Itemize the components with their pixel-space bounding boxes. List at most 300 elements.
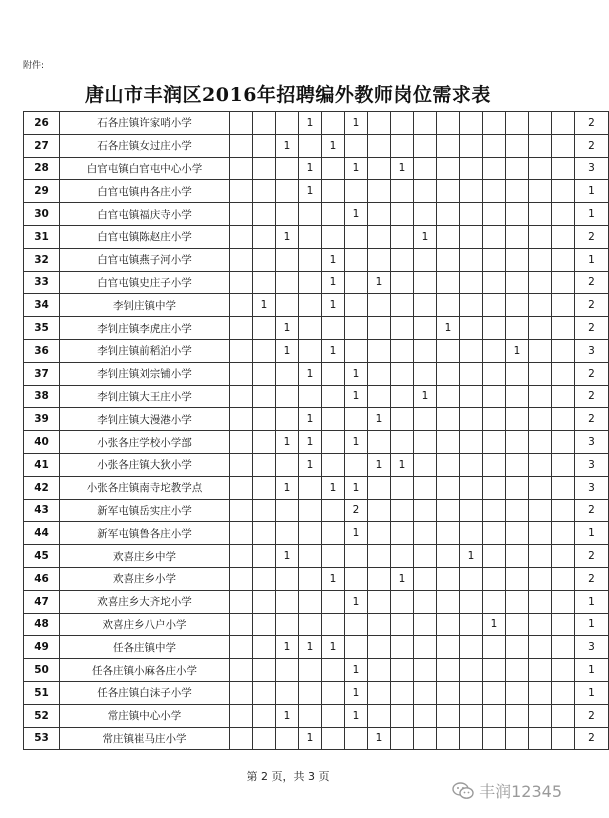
position-count-cell [483, 636, 506, 659]
position-count-cell [552, 613, 575, 636]
position-count-cell [230, 476, 253, 499]
position-count-cell [506, 225, 529, 248]
position-count-cell [230, 339, 253, 362]
position-count-cell [483, 385, 506, 408]
position-count-cell [276, 659, 299, 682]
position-count-cell [506, 362, 529, 385]
position-count-cell: 1 [368, 727, 391, 750]
row-total: 3 [575, 476, 609, 499]
row-number: 43 [24, 499, 60, 522]
position-count-cell [276, 271, 299, 294]
row-number: 33 [24, 271, 60, 294]
position-count-cell [483, 157, 506, 180]
position-count-cell [460, 180, 483, 203]
position-count-cell [506, 567, 529, 590]
position-count-cell [483, 408, 506, 431]
position-count-cell [529, 613, 552, 636]
positions-table [23, 111, 609, 750]
position-count-cell [460, 499, 483, 522]
position-count-cell [299, 134, 322, 157]
position-count-cell [460, 453, 483, 476]
position-count-cell [483, 362, 506, 385]
position-count-cell [506, 522, 529, 545]
position-count-cell [368, 203, 391, 226]
attachment-label: 附件: [23, 61, 45, 71]
position-count-cell: 1 [437, 317, 460, 340]
position-count-cell [276, 180, 299, 203]
position-count-cell [322, 613, 345, 636]
position-count-cell [460, 157, 483, 180]
position-count-cell [276, 613, 299, 636]
position-count-cell [483, 499, 506, 522]
position-count-cell [506, 636, 529, 659]
position-count-cell [529, 180, 552, 203]
position-count-cell [483, 317, 506, 340]
position-count-cell [414, 157, 437, 180]
row-total: 2 [575, 294, 609, 317]
position-count-cell [230, 590, 253, 613]
position-count-cell [276, 248, 299, 271]
position-count-cell [345, 271, 368, 294]
position-count-cell [345, 727, 368, 750]
position-count-cell [437, 294, 460, 317]
row-number: 39 [24, 408, 60, 431]
row-number: 31 [24, 225, 60, 248]
position-count-cell [437, 339, 460, 362]
position-count-cell [483, 704, 506, 727]
position-count-cell [437, 476, 460, 499]
position-count-cell [230, 453, 253, 476]
position-count-cell [414, 499, 437, 522]
school-name: 白官屯镇白官屯中心小学 [60, 157, 230, 180]
row-total: 3 [575, 339, 609, 362]
school-name: 欢喜庄乡小学 [60, 567, 230, 590]
position-count-cell [253, 545, 276, 568]
school-name: 任各庄镇中学 [60, 636, 230, 659]
position-count-cell [483, 134, 506, 157]
position-count-cell: 1 [276, 476, 299, 499]
school-name: 石各庄镇女过庄小学 [60, 134, 230, 157]
position-count-cell [460, 727, 483, 750]
position-count-cell [368, 590, 391, 613]
position-count-cell [322, 681, 345, 704]
position-count-cell [552, 567, 575, 590]
position-count-cell: 1 [299, 453, 322, 476]
position-count-cell [299, 225, 322, 248]
position-count-cell [529, 659, 552, 682]
position-count-cell [414, 545, 437, 568]
position-count-cell [414, 134, 437, 157]
position-count-cell [322, 180, 345, 203]
position-count-cell [391, 681, 414, 704]
position-count-cell [414, 590, 437, 613]
row-number: 28 [24, 157, 60, 180]
position-count-cell [437, 704, 460, 727]
position-count-cell [368, 476, 391, 499]
position-count-cell [230, 659, 253, 682]
row-number: 48 [24, 613, 60, 636]
position-count-cell [230, 134, 253, 157]
position-count-cell [460, 112, 483, 135]
position-count-cell [322, 112, 345, 135]
position-count-cell [460, 567, 483, 590]
position-count-cell [529, 636, 552, 659]
school-name: 新军屯镇岳实庄小学 [60, 499, 230, 522]
table-row [24, 385, 609, 408]
position-count-cell: 1 [322, 271, 345, 294]
position-count-cell [391, 636, 414, 659]
position-count-cell [483, 271, 506, 294]
position-count-cell [414, 659, 437, 682]
position-count-cell [437, 203, 460, 226]
row-total: 2 [575, 112, 609, 135]
position-count-cell [460, 476, 483, 499]
position-count-cell [552, 317, 575, 340]
row-number: 51 [24, 681, 60, 704]
position-count-cell [529, 499, 552, 522]
position-count-cell [299, 203, 322, 226]
position-count-cell [391, 271, 414, 294]
position-count-cell [414, 453, 437, 476]
position-count-cell: 1 [345, 385, 368, 408]
position-count-cell: 1 [322, 567, 345, 590]
position-count-cell [414, 362, 437, 385]
position-count-cell [437, 727, 460, 750]
position-count-cell [299, 522, 322, 545]
position-count-cell [529, 248, 552, 271]
position-count-cell: 1 [345, 157, 368, 180]
position-count-cell [368, 567, 391, 590]
watermark [452, 779, 562, 802]
position-count-cell [391, 362, 414, 385]
position-count-cell: 1 [299, 157, 322, 180]
table-row [24, 659, 609, 682]
position-count-cell [552, 385, 575, 408]
position-count-cell [460, 294, 483, 317]
position-count-cell [276, 112, 299, 135]
position-count-cell [529, 408, 552, 431]
position-count-cell [391, 225, 414, 248]
table-row [24, 294, 609, 317]
position-count-cell [460, 431, 483, 454]
position-count-cell [437, 453, 460, 476]
position-count-cell [460, 522, 483, 545]
position-count-cell [552, 157, 575, 180]
school-name: 小张各庄镇大狄小学 [60, 453, 230, 476]
position-count-cell [552, 681, 575, 704]
position-count-cell [552, 180, 575, 203]
position-count-cell: 1 [345, 659, 368, 682]
position-count-cell [230, 567, 253, 590]
position-count-cell [322, 499, 345, 522]
school-name: 白官屯镇福庆寺小学 [60, 203, 230, 226]
position-count-cell [276, 408, 299, 431]
position-count-cell [506, 248, 529, 271]
row-total: 1 [575, 203, 609, 226]
position-count-cell: 1 [299, 362, 322, 385]
position-count-cell [483, 431, 506, 454]
row-total: 2 [575, 408, 609, 431]
position-count-cell [368, 704, 391, 727]
position-count-cell [460, 339, 483, 362]
position-count-cell [552, 362, 575, 385]
position-count-cell [230, 294, 253, 317]
position-count-cell [437, 590, 460, 613]
row-number: 34 [24, 294, 60, 317]
position-count-cell [391, 476, 414, 499]
position-count-cell: 1 [483, 613, 506, 636]
table-row [24, 590, 609, 613]
position-count-cell: 1 [345, 522, 368, 545]
position-count-cell [276, 499, 299, 522]
position-count-cell [391, 704, 414, 727]
position-count-cell: 1 [322, 134, 345, 157]
school-name: 欢喜庄乡中学 [60, 545, 230, 568]
position-count-cell: 1 [345, 431, 368, 454]
position-count-cell [391, 659, 414, 682]
position-count-cell [414, 294, 437, 317]
position-count-cell [230, 317, 253, 340]
position-count-cell [391, 180, 414, 203]
position-count-cell [230, 522, 253, 545]
position-count-cell [414, 317, 437, 340]
position-count-cell [483, 453, 506, 476]
table-row [24, 134, 609, 157]
position-count-cell: 1 [391, 567, 414, 590]
position-count-cell [345, 134, 368, 157]
row-total: 2 [575, 567, 609, 590]
position-count-cell [483, 225, 506, 248]
position-count-cell [345, 225, 368, 248]
wechat-icon [452, 782, 474, 800]
row-number: 42 [24, 476, 60, 499]
position-count-cell [253, 704, 276, 727]
table-row [24, 248, 609, 271]
school-name: 欢喜庄乡八户小学 [60, 613, 230, 636]
position-count-cell [345, 545, 368, 568]
position-count-cell [391, 613, 414, 636]
position-count-cell [253, 659, 276, 682]
position-count-cell [483, 590, 506, 613]
school-name: 小张各庄学校小学部 [60, 431, 230, 454]
position-count-cell [322, 704, 345, 727]
position-count-cell [230, 431, 253, 454]
table-row [24, 545, 609, 568]
table-row [24, 225, 609, 248]
school-name: 白官屯镇史庄子小学 [60, 271, 230, 294]
position-count-cell [552, 522, 575, 545]
position-count-cell [529, 112, 552, 135]
position-count-cell [391, 590, 414, 613]
page-footer: 第 2 页，共 3 页 [246, 770, 330, 783]
position-count-cell: 1 [299, 408, 322, 431]
school-name: 石各庄镇许家哨小学 [60, 112, 230, 135]
row-total: 3 [575, 636, 609, 659]
school-name: 李钊庄镇刘宗铺小学 [60, 362, 230, 385]
position-count-cell [506, 681, 529, 704]
position-count-cell [552, 590, 575, 613]
position-count-cell [345, 453, 368, 476]
school-name: 李钊庄镇大漫港小学 [60, 408, 230, 431]
position-count-cell [506, 317, 529, 340]
position-count-cell [253, 339, 276, 362]
position-count-cell [299, 659, 322, 682]
position-count-cell [230, 362, 253, 385]
position-count-cell [253, 203, 276, 226]
position-count-cell [552, 636, 575, 659]
position-count-cell [276, 453, 299, 476]
position-count-cell [437, 157, 460, 180]
position-count-cell [529, 294, 552, 317]
position-count-cell [552, 271, 575, 294]
position-count-cell [437, 408, 460, 431]
position-count-cell [299, 545, 322, 568]
position-count-cell [299, 499, 322, 522]
position-count-cell [460, 385, 483, 408]
position-count-cell [368, 636, 391, 659]
table-row [24, 476, 609, 499]
row-total: 2 [575, 362, 609, 385]
position-count-cell [253, 408, 276, 431]
position-count-cell [299, 271, 322, 294]
row-number: 38 [24, 385, 60, 408]
position-count-cell [391, 112, 414, 135]
position-count-cell [253, 567, 276, 590]
position-count-cell [253, 590, 276, 613]
position-count-cell [230, 180, 253, 203]
table-row [24, 499, 609, 522]
position-count-cell [391, 431, 414, 454]
position-count-cell: 1 [322, 476, 345, 499]
position-count-cell [529, 590, 552, 613]
position-count-cell [253, 727, 276, 750]
position-count-cell: 1 [276, 317, 299, 340]
position-count-cell [414, 476, 437, 499]
position-count-cell [506, 659, 529, 682]
position-count-cell [483, 339, 506, 362]
position-count-cell [322, 225, 345, 248]
position-count-cell [483, 112, 506, 135]
row-total: 1 [575, 681, 609, 704]
position-count-cell [552, 408, 575, 431]
position-count-cell [460, 590, 483, 613]
position-count-cell [253, 613, 276, 636]
position-count-cell [506, 613, 529, 636]
position-count-cell: 1 [253, 294, 276, 317]
row-number: 49 [24, 636, 60, 659]
position-count-cell [437, 385, 460, 408]
position-count-cell [414, 431, 437, 454]
table-row [24, 636, 609, 659]
position-count-cell [437, 613, 460, 636]
position-count-cell [230, 499, 253, 522]
row-total: 3 [575, 453, 609, 476]
position-count-cell [253, 522, 276, 545]
position-count-cell [437, 362, 460, 385]
position-count-cell [253, 431, 276, 454]
row-number: 47 [24, 590, 60, 613]
position-count-cell: 1 [391, 453, 414, 476]
position-count-cell [391, 294, 414, 317]
position-count-cell [460, 408, 483, 431]
position-count-cell [322, 431, 345, 454]
position-count-cell [506, 590, 529, 613]
row-total: 1 [575, 248, 609, 271]
position-count-cell [230, 157, 253, 180]
position-count-cell: 1 [276, 545, 299, 568]
position-count-cell [299, 385, 322, 408]
position-count-cell [506, 203, 529, 226]
position-count-cell [460, 681, 483, 704]
position-count-cell [483, 294, 506, 317]
position-count-cell [529, 453, 552, 476]
position-count-cell [368, 317, 391, 340]
position-count-cell: 1 [299, 112, 322, 135]
position-count-cell [437, 271, 460, 294]
position-count-cell: 1 [345, 681, 368, 704]
position-count-cell [322, 545, 345, 568]
position-count-cell [460, 636, 483, 659]
position-count-cell [414, 408, 437, 431]
table-row [24, 317, 609, 340]
position-count-cell [414, 271, 437, 294]
position-count-cell [529, 727, 552, 750]
position-count-cell [391, 499, 414, 522]
position-count-cell [391, 545, 414, 568]
position-count-cell [230, 271, 253, 294]
position-count-cell [506, 134, 529, 157]
row-total: 2 [575, 271, 609, 294]
position-count-cell [322, 590, 345, 613]
position-count-cell [276, 590, 299, 613]
position-count-cell [299, 681, 322, 704]
row-number: 41 [24, 453, 60, 476]
table-row [24, 112, 609, 135]
position-count-cell [529, 681, 552, 704]
position-count-cell [529, 362, 552, 385]
position-count-cell [368, 294, 391, 317]
position-count-cell [414, 727, 437, 750]
position-count-cell [322, 659, 345, 682]
position-count-cell [460, 271, 483, 294]
school-name: 常庄镇中心小学 [60, 704, 230, 727]
position-count-cell [299, 248, 322, 271]
position-count-cell: 1 [322, 636, 345, 659]
position-count-cell [552, 225, 575, 248]
row-number: 40 [24, 431, 60, 454]
position-count-cell: 1 [276, 339, 299, 362]
position-count-cell [391, 408, 414, 431]
position-count-cell [299, 294, 322, 317]
row-number: 26 [24, 112, 60, 135]
position-count-cell [483, 567, 506, 590]
position-count-cell [483, 180, 506, 203]
position-count-cell [230, 545, 253, 568]
row-total: 2 [575, 499, 609, 522]
position-count-cell [483, 203, 506, 226]
position-count-cell [483, 522, 506, 545]
table-row [24, 203, 609, 226]
position-count-cell [345, 613, 368, 636]
position-count-cell [368, 157, 391, 180]
position-count-cell [253, 112, 276, 135]
position-count-cell [345, 636, 368, 659]
position-count-cell [414, 203, 437, 226]
position-count-cell [437, 659, 460, 682]
position-count-cell [253, 271, 276, 294]
position-count-cell [552, 112, 575, 135]
table-row [24, 613, 609, 636]
